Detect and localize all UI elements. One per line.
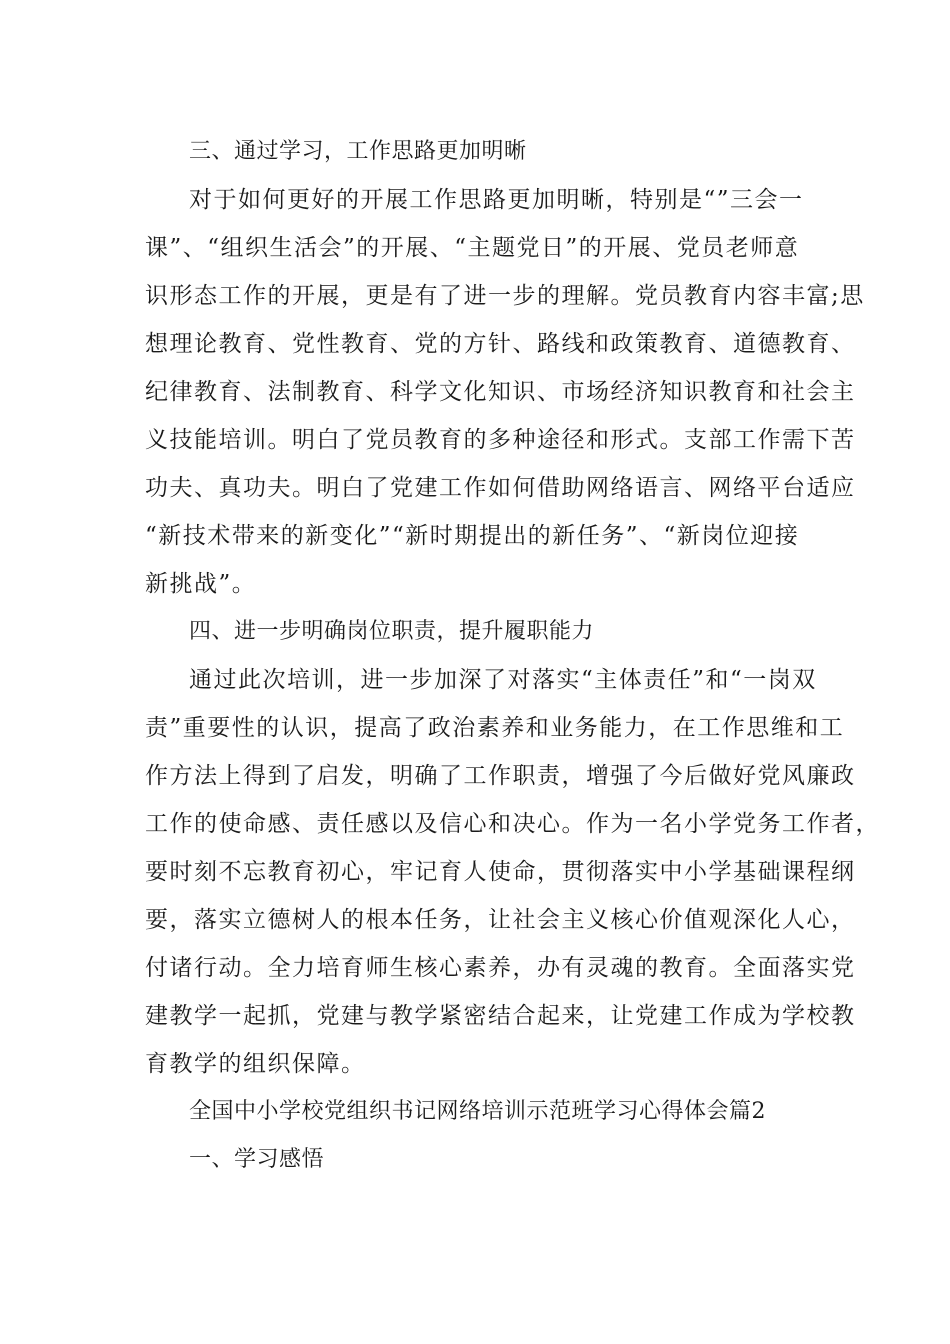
section-heading-4: 四、进一步明确岗位职责，提升履职能力 bbox=[189, 619, 595, 644]
text-line: 纪律教育、法制教育、科学文化知识、市场经济知识教育和社会主 bbox=[145, 379, 856, 405]
text-line: 育教学的组织保障。 bbox=[145, 1051, 366, 1077]
text-line: 作方法上得到了启发，明确了工作职责，增强了今后做好党风廉政 bbox=[145, 763, 856, 789]
text-line: 建教学一起抓，党建与教学紧密结合起来，让党建工作成为学校教 bbox=[145, 1003, 856, 1029]
text-line: 工作的使命感、责任感以及信心和决心。作为一名小学党务工作者， bbox=[145, 811, 880, 837]
paragraph-section-3 bbox=[145, 176, 865, 608]
text-line: 对于如何更好的开展工作思路更加明晰，特别是“”三会一 bbox=[189, 187, 804, 213]
text-line: 功夫、真功夫。明白了党建工作如何借助网络语言、网络平台适应 bbox=[145, 475, 856, 501]
article-2-title: 全国中小学校党组织书记网络培训示范班学习心得体会篇2 bbox=[189, 1099, 766, 1124]
section-heading-3: 三、通过学习，工作思路更加明晰 bbox=[189, 139, 527, 164]
text-line: 课”、“组织生活会”的开展、“主题党日”的开展、党员老师意 bbox=[145, 235, 800, 261]
paragraph-section-4 bbox=[145, 656, 880, 1088]
text-line: 识形态工作的开展，更是有了进一步的理解。党员教育内容丰富;思 bbox=[145, 283, 865, 309]
text-line: 要，落实立德树人的根本任务，让社会主义核心价值观深化人心， bbox=[145, 907, 856, 933]
document-body bbox=[145, 128, 880, 1184]
text-line: 责”重要性的认识，提高了政治素养和业务能力，在工作思维和工 bbox=[145, 715, 845, 741]
text-line: “新技术带来的新变化”“新时期提出的新任务”、“新岗位迎接 bbox=[145, 523, 800, 549]
section-heading-1: 一、学习感悟 bbox=[189, 1147, 325, 1172]
text-line: 义技能培训。明白了党员教育的多种途径和形式。支部工作需下苦 bbox=[145, 427, 856, 453]
text-line: 要时刻不忘教育初心，牢记育人使命，贯彻落实中小学基础课程纲 bbox=[145, 859, 856, 885]
text-line: 新挑战”。 bbox=[145, 571, 257, 597]
text-line: 想理论教育、党性教育、党的方针、路线和政策教育、道德教育、 bbox=[145, 331, 856, 357]
text-line: 付诸行动。全力培育师生核心素养，办有灵魂的教育。全面落实党 bbox=[145, 955, 856, 981]
text-line: 通过此次培训，进一步加深了对落实“主体责任”和“一岗双 bbox=[189, 667, 817, 693]
